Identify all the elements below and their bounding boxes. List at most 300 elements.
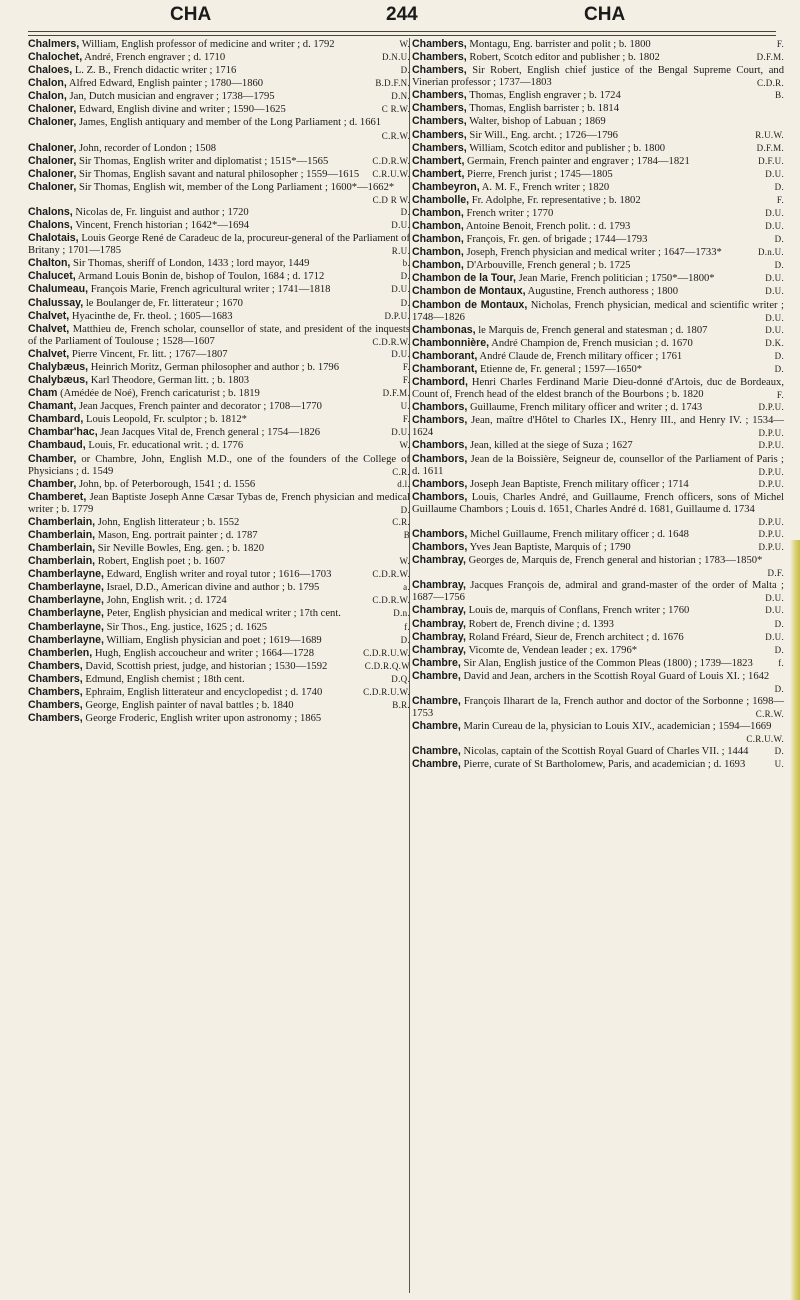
entry-text: Henri Charles Ferdinand Marie Dieu-donné d'Artois, duc de Bordeaux, Count of, French head of the eldest branch of the Bourbons ; b. 1820 bbox=[412, 377, 784, 401]
column-divider bbox=[409, 38, 410, 1293]
entry-name: Chamborant, bbox=[412, 362, 478, 375]
dictionary-entry bbox=[28, 270, 410, 283]
entry-text: Sir Thomas, English wit, member of the Long Parliament ; 1600*—1662* bbox=[78, 181, 395, 193]
dictionary-entry bbox=[412, 155, 784, 168]
source-abbrev: D. bbox=[774, 683, 784, 694]
entry-text: John, recorder of London ; 1508 bbox=[78, 142, 217, 154]
source-abbrev: D.U. bbox=[765, 221, 784, 232]
entry-text: Georges de, Marquis de, French general and historian ; 1783—1850* bbox=[468, 555, 763, 567]
entry-name: Chamant, bbox=[28, 400, 77, 413]
dictionary-entry bbox=[28, 374, 410, 387]
header-rule-bottom bbox=[28, 35, 776, 36]
entry-name: Chalotais, bbox=[28, 232, 79, 245]
dictionary-entry bbox=[28, 323, 410, 348]
entry-text: George Froderic, English writer upon astronomy ; 1865 bbox=[85, 713, 322, 725]
dictionary-entry bbox=[28, 555, 410, 568]
dictionary-entry bbox=[28, 594, 410, 607]
entry-name: Chamberlayne, bbox=[28, 581, 104, 594]
source-abbrev: D.P.U. bbox=[758, 478, 784, 489]
source-abbrev: R.U.W. bbox=[755, 129, 784, 140]
dictionary-entry bbox=[412, 181, 784, 194]
entry-name: Chamberlen, bbox=[28, 646, 93, 659]
entry-text: French writer ; 1770 bbox=[466, 208, 554, 220]
dictionary-entry bbox=[28, 181, 410, 206]
entry-name: Chambors, bbox=[412, 414, 468, 427]
entry-name: Chambers, bbox=[412, 102, 467, 115]
entry-text: François, Fr. gen. of brigade ; 1744—1793 bbox=[466, 234, 648, 246]
dictionary-entry bbox=[28, 257, 410, 270]
entry-text: Edward, English writer and royal tutor ; 1616—1703 bbox=[106, 569, 332, 581]
entry-text: Germain, French painter and engraver ; 1784—1821 bbox=[467, 155, 690, 167]
entry-text: Pierre Vincent, Fr. litt. ; 1767—1807 bbox=[71, 348, 228, 360]
entry-name: Chambeyron, bbox=[412, 180, 480, 193]
source-abbrev: D.Q. bbox=[391, 673, 410, 684]
source-abbrev: D.N.U. bbox=[381, 52, 410, 63]
dictionary-entry bbox=[412, 644, 784, 657]
source-abbrev: D.P.U. bbox=[758, 528, 784, 539]
dictionary-entry bbox=[412, 220, 784, 233]
entry-text: William, Scotch editor and publisher ; b. 1800 bbox=[469, 142, 666, 154]
entry-name: Chalvet, bbox=[28, 309, 70, 322]
entry-name: Chamberet, bbox=[28, 490, 87, 503]
dictionary-entry bbox=[28, 529, 410, 542]
dictionary-entry bbox=[28, 400, 410, 413]
source-abbrev: D.U. bbox=[391, 220, 410, 231]
running-head-right: CHA bbox=[584, 4, 626, 25]
entry-name: Chambers, bbox=[412, 115, 467, 128]
source-abbrev: W. bbox=[399, 556, 410, 567]
entry-name: Chambors, bbox=[412, 439, 468, 452]
source-abbrev: C.D.R.W. bbox=[372, 336, 410, 347]
entry-text: Jean, maître d'Hôtel to Charles IX., Henry III., and Henry IV. ; 1534—1624 bbox=[412, 415, 784, 439]
entry-name: Chambray, bbox=[412, 579, 466, 592]
dictionary-entry bbox=[28, 361, 410, 374]
dictionary-entry bbox=[412, 720, 784, 745]
entry-name: Chambers, bbox=[412, 128, 467, 141]
source-abbrev: D. bbox=[774, 618, 784, 629]
entry-text: Robert, English poet ; b. 1607 bbox=[97, 556, 226, 568]
dictionary-entry bbox=[412, 64, 784, 89]
entry-text: Jean Jacques, French painter and decorator ; 1708—1770 bbox=[78, 401, 322, 413]
source-abbrev: C.D.R.Q.W bbox=[364, 660, 410, 671]
entry-name: Chambaud, bbox=[28, 439, 86, 452]
entry-text: Sir Alan, English justice of the Common Pleas (1800) ; 1739—1823 bbox=[463, 657, 753, 669]
entry-name: Chambord, bbox=[412, 376, 468, 389]
entry-text: Vincent, French historian ; 1642*—1694 bbox=[75, 220, 250, 232]
entry-name: Chambolle, bbox=[412, 193, 470, 206]
dictionary-entry bbox=[412, 272, 784, 285]
source-abbrev: W. bbox=[399, 39, 410, 49]
dictionary-entry bbox=[28, 478, 410, 491]
dictionary-entry bbox=[412, 259, 784, 272]
entry-text: Jean Jacques Vital de, French general ; 1754—1826 bbox=[100, 427, 321, 439]
dictionary-entry bbox=[28, 516, 410, 529]
source-abbrev: D.U. bbox=[765, 168, 784, 179]
entry-name: Chamberlain, bbox=[28, 528, 96, 541]
entry-name: Chambers, bbox=[412, 89, 467, 102]
source-abbrev: C.R.W. bbox=[381, 130, 410, 141]
entry-text: William, English professor of medicine and writer ; d. 1792 bbox=[81, 39, 335, 50]
dictionary-entry bbox=[412, 194, 784, 207]
entry-text: John, English writ. ; d. 1724 bbox=[106, 595, 227, 607]
entry-text: André, French engraver ; d. 1710 bbox=[84, 52, 226, 64]
entry-name: Chaloner, bbox=[28, 154, 77, 167]
source-abbrev: D. bbox=[400, 207, 410, 218]
dictionary-entry bbox=[412, 376, 784, 401]
dictionary-entry bbox=[412, 758, 784, 771]
entry-name: Chamber, bbox=[28, 452, 77, 465]
entry-name: Chamberlain, bbox=[28, 555, 96, 568]
entry-text: Jean de la Boissière, Seigneur de, counsellor of the Parliament of Paris ; d. 1611 bbox=[412, 453, 784, 477]
source-abbrev: D.F. bbox=[767, 568, 784, 579]
entry-name: Chambre, bbox=[412, 656, 461, 669]
entry-name: Chamber, bbox=[28, 477, 77, 490]
entry-name: Chalmers, bbox=[28, 38, 80, 50]
entry-name: Chaloner, bbox=[28, 103, 77, 116]
entry-text: François Marie, French agricultural writer ; 1741—1818 bbox=[90, 284, 331, 296]
entry-text: Guillaume, French military officer and writer ; d. 1743 bbox=[470, 402, 703, 414]
source-abbrev: D.U. bbox=[765, 593, 784, 604]
entry-text: Louis, Charles André, and Guillaume, French officers, sons of Michel Guillaume Chambors ; Louis d. 1651, Charles André d. 1681, Guillaume d. 1734 bbox=[412, 491, 784, 515]
entry-name: Chambors, bbox=[412, 477, 468, 490]
source-abbrev: D. bbox=[400, 297, 410, 308]
source-abbrev: C.D.R.W. bbox=[372, 569, 410, 580]
source-abbrev: D.n. bbox=[393, 608, 410, 619]
entry-text: Heinrich Moritz, German philosopher and author ; b. 1796 bbox=[90, 361, 340, 373]
dictionary-entry bbox=[28, 77, 410, 90]
entry-text: Etienne de, Fr. general ; 1597—1650* bbox=[480, 363, 643, 375]
dictionary-entry bbox=[28, 712, 410, 725]
running-head-left: CHA bbox=[170, 4, 212, 25]
entry-name: Chambon de la Tour, bbox=[412, 272, 516, 285]
entry-name: Chaloner, bbox=[28, 116, 77, 129]
source-abbrev: D.U. bbox=[765, 273, 784, 284]
source-abbrev: D.P.U. bbox=[384, 310, 410, 321]
entry-text: François Ilharart de la, French author and doctor of the Sorbonne ; 1698—1753 bbox=[412, 695, 784, 720]
entry-name: Chambers, bbox=[28, 712, 83, 725]
source-abbrev: B.R. bbox=[392, 699, 410, 710]
entry-text: Edward, English divine and writer ; 1590—1625 bbox=[78, 104, 286, 116]
source-abbrev: a. bbox=[403, 582, 410, 593]
dictionary-entry bbox=[28, 310, 410, 323]
dictionary-entry bbox=[412, 554, 784, 579]
dictionary-entry bbox=[412, 670, 784, 695]
source-abbrev: F. bbox=[776, 194, 784, 205]
entry-name: Chambors, bbox=[412, 452, 468, 465]
dictionary-entry bbox=[412, 541, 784, 554]
dictionary-entry bbox=[28, 426, 410, 439]
source-abbrev: D.F.M. bbox=[756, 52, 784, 63]
entry-name: Chambray, bbox=[412, 604, 466, 617]
dictionary-entry bbox=[28, 64, 410, 77]
dictionary-entry bbox=[28, 647, 410, 660]
source-abbrev: D.F.M. bbox=[756, 142, 784, 153]
entry-text: Jean Baptiste Joseph Anne Cæsar Tybas de, French physician and medical writer ; b. 1779 bbox=[28, 491, 410, 515]
entry-text: Louis de, marquis of Conflans, French writer ; 1760 bbox=[468, 605, 690, 617]
entry-text: Ephraim, English litterateur and encyclopedist ; d. 1740 bbox=[85, 686, 323, 698]
entry-text: Louis Leopold, Fr. sculptor ; b. 1812* bbox=[86, 414, 247, 426]
entry-text: A. M. F., French writer ; 1820 bbox=[481, 181, 610, 193]
source-abbrev: B. bbox=[775, 90, 784, 101]
entry-name: Chambar'hac, bbox=[28, 426, 98, 439]
entry-text: Fr. Adolphe, Fr. representative ; b. 1802 bbox=[471, 194, 641, 206]
dictionary-entry bbox=[28, 568, 410, 581]
dictionary-entry bbox=[412, 89, 784, 102]
dictionary-entry bbox=[412, 618, 784, 631]
dictionary-entry bbox=[412, 129, 784, 142]
entry-name: Chambors, bbox=[412, 490, 468, 503]
dictionary-entry bbox=[412, 528, 784, 541]
source-abbrev: D. bbox=[400, 634, 410, 645]
entry-text: le Marquis de, French general and statesman ; d. 1807 bbox=[478, 324, 708, 336]
entry-name: Chalons, bbox=[28, 219, 73, 232]
entry-name: Chambers, bbox=[28, 685, 83, 698]
entry-name: Chalton, bbox=[28, 257, 71, 270]
entry-name: Chambre, bbox=[412, 720, 461, 733]
entry-text: le Boulanger de, Fr. litterateur ; 1670 bbox=[85, 297, 243, 309]
dictionary-entry bbox=[412, 51, 784, 64]
source-abbrev: D.P.U. bbox=[758, 466, 784, 477]
entry-name: Chalussay, bbox=[28, 296, 84, 309]
entry-text: (Amédée de Noé), French caricaturist ; b. 1819 bbox=[60, 388, 260, 400]
entry-text: George, English painter of naval battles ; b. 1840 bbox=[85, 699, 294, 711]
dictionary-entry bbox=[412, 115, 784, 128]
entry-text: Thomas, English barrister ; b. 1814 bbox=[469, 103, 619, 115]
source-abbrev: D.U. bbox=[765, 605, 784, 616]
entry-text: Louis, Fr. educational writ. ; d. 1776 bbox=[88, 440, 244, 452]
entry-name: Chambon de Montaux, bbox=[412, 298, 528, 311]
entry-text: Sir Thomas, English savant and natural philosopher ; 1559—1615 bbox=[78, 168, 360, 180]
dictionary-entry bbox=[28, 634, 410, 647]
entry-text: Mason, Eng. portrait painter ; d. 1787 bbox=[97, 529, 258, 541]
entry-name: Chambers, bbox=[28, 698, 83, 711]
entry-name: Chamberlayne, bbox=[28, 568, 104, 581]
entry-name: Chambers, bbox=[412, 51, 467, 64]
source-abbrev: C.R. bbox=[392, 516, 410, 527]
entry-text: Matthieu de, French scholar, counsellor of state, and president of the inquests of the Parliament of Toulouse ; 1528—1607 bbox=[28, 323, 410, 347]
entry-name: Chamberlayne, bbox=[28, 633, 104, 646]
dictionary-entry bbox=[412, 745, 784, 758]
entry-text: John, bp. of Peterborough, 1541 ; d. 1556 bbox=[78, 478, 256, 490]
dictionary-entry bbox=[28, 283, 410, 296]
source-abbrev: D. bbox=[400, 65, 410, 76]
dictionary-entry bbox=[412, 142, 784, 155]
dictionary-entry bbox=[28, 686, 410, 699]
entry-text: Nicolas de, Fr. linguist and author ; 1720 bbox=[75, 207, 249, 219]
source-abbrev: D.U. bbox=[765, 631, 784, 642]
dictionary-entry bbox=[28, 387, 410, 400]
entry-text: Robert de, French divine ; d. 1393 bbox=[468, 618, 614, 630]
dictionary-entry bbox=[412, 453, 784, 478]
page-number: 244 bbox=[386, 4, 418, 25]
entry-name: Chalochet, bbox=[28, 51, 83, 64]
entry-text: Sir Will., Eng. archt. ; 1726—1796 bbox=[469, 129, 618, 141]
source-abbrev: D. bbox=[774, 260, 784, 271]
entry-name: Chalumeau, bbox=[28, 283, 89, 296]
entry-name: Chamborant, bbox=[412, 349, 478, 362]
entry-text: Walter, bishop of Labuan ; 1869 bbox=[469, 116, 606, 128]
entry-name: Chambert, bbox=[412, 154, 465, 167]
dictionary-entry bbox=[412, 604, 784, 617]
entry-name: Chambre, bbox=[412, 758, 461, 771]
source-abbrev: D. bbox=[774, 746, 784, 757]
dictionary-entry bbox=[28, 581, 410, 594]
entry-text: Joseph, French physician and medical writer ; 1647—1733* bbox=[466, 247, 722, 259]
entry-name: Chambray, bbox=[412, 554, 466, 567]
source-abbrev: D.F.U. bbox=[758, 155, 784, 166]
dictionary-entry bbox=[28, 621, 410, 634]
dictionary-entry bbox=[28, 607, 410, 620]
entry-name: Chambon, bbox=[412, 207, 464, 220]
source-abbrev: C.R.W. bbox=[755, 709, 784, 720]
dictionary-entry bbox=[28, 439, 410, 452]
entry-text: Jean, killed at the siege of Suza ; 1627 bbox=[470, 440, 633, 452]
dictionary-entry bbox=[28, 348, 410, 361]
dictionary-entry bbox=[412, 324, 784, 337]
source-abbrev: f. bbox=[778, 657, 784, 668]
entry-text: Antoine Benoit, French polit. : d. 1793 bbox=[465, 221, 631, 233]
entry-text: James, English antiquary and member of the Long Parliament ; d. 1661 bbox=[78, 117, 382, 129]
dictionary-entry bbox=[28, 232, 410, 257]
source-abbrev: U. bbox=[774, 759, 784, 770]
entry-name: Chambon, bbox=[412, 220, 464, 233]
entry-name: Chamberlain, bbox=[28, 542, 96, 555]
entry-name: Chalvet, bbox=[28, 347, 70, 360]
source-abbrev: D.U. bbox=[391, 348, 410, 359]
entry-name: Chambre, bbox=[412, 694, 461, 707]
entry-text: Sir Thos., Eng. justice, 1625 ; d. 1625 bbox=[106, 621, 268, 633]
entry-name: Chalon, bbox=[28, 90, 67, 103]
dictionary-entry bbox=[412, 350, 784, 363]
entry-name: Chambonnière, bbox=[412, 336, 490, 349]
dictionary-entry bbox=[28, 103, 410, 116]
entry-text: Thomas, English engraver ; b. 1724 bbox=[469, 90, 621, 102]
source-abbrev: D. bbox=[774, 181, 784, 192]
entry-text: Edmund, English chemist ; 18th cent. bbox=[85, 673, 245, 685]
entry-text: André Claude de, French military officer ; 1761 bbox=[479, 350, 683, 362]
left-column bbox=[28, 38, 410, 725]
entry-text: Sir Thomas, English writer and diplomatist ; 1515*—1565 bbox=[78, 155, 329, 167]
source-abbrev: C.D.R. bbox=[756, 78, 784, 89]
source-abbrev: R.U. bbox=[391, 246, 410, 257]
source-abbrev: C.D.R.W. bbox=[372, 155, 410, 166]
entry-text: Jean Marie, French politician ; 1750*—1800* bbox=[518, 273, 715, 285]
source-abbrev: C.R. bbox=[392, 466, 410, 477]
dictionary-entry bbox=[412, 168, 784, 181]
dictionary-entry bbox=[28, 168, 410, 181]
entry-text: Roland Fréard, Sieur de, French architect ; d. 1676 bbox=[468, 631, 684, 643]
dictionary-entry bbox=[28, 90, 410, 103]
dictionary-entry bbox=[28, 38, 410, 51]
entry-text: David, Scottish priest, judge, and historian ; 1530—1592 bbox=[85, 660, 328, 672]
entry-name: Cham bbox=[28, 387, 58, 400]
entry-name: Chambors, bbox=[412, 401, 468, 414]
dictionary-entry bbox=[412, 695, 784, 720]
dictionary-entry bbox=[412, 246, 784, 259]
source-abbrev: F. bbox=[776, 39, 784, 49]
right-column bbox=[412, 38, 784, 771]
source-abbrev: C.D R W. bbox=[372, 194, 410, 205]
dictionary-entry bbox=[28, 297, 410, 310]
entry-text: L. Z. B., French didactic writer ; 1716 bbox=[74, 65, 237, 77]
source-abbrev: D.n.U. bbox=[757, 247, 784, 258]
source-abbrev: F. bbox=[776, 390, 784, 401]
source-abbrev: C.D.R.U.W. bbox=[363, 686, 410, 697]
entry-text: David and Jean, archers in the Scottish Royal Guard of Louis XI. ; 1642 bbox=[463, 670, 770, 682]
entry-text: Michel Guillaume, French military officer ; d. 1648 bbox=[470, 528, 689, 540]
source-abbrev: F. bbox=[402, 361, 410, 372]
entry-text: Yves Jean Baptiste, Marquis of ; 1790 bbox=[469, 542, 631, 554]
source-abbrev: D. bbox=[400, 504, 410, 515]
dictionary-entry bbox=[28, 219, 410, 232]
entry-text: Peter, English physician and medical writer ; 17th cent. bbox=[106, 608, 341, 620]
page-header bbox=[28, 0, 772, 30]
source-abbrev: b. bbox=[402, 258, 410, 269]
source-abbrev: D.U. bbox=[391, 427, 410, 438]
entry-name: Chamberlayne, bbox=[28, 620, 104, 633]
entry-text: Karl Theodore, German litt. ; b. 1803 bbox=[90, 375, 250, 387]
dictionary-entry bbox=[28, 542, 410, 555]
source-abbrev: f. bbox=[404, 621, 410, 632]
entry-text: D'Arbouville, French general ; b. 1725 bbox=[466, 260, 631, 272]
source-abbrev: D.F.M. bbox=[382, 388, 410, 399]
source-abbrev: D.U. bbox=[765, 312, 784, 323]
source-abbrev: D.P.U. bbox=[758, 402, 784, 413]
source-abbrev: D.U. bbox=[765, 286, 784, 297]
page-edge bbox=[790, 540, 800, 1300]
entry-name: Chaloes, bbox=[28, 64, 73, 77]
dictionary-entry bbox=[28, 699, 410, 712]
dictionary-entry bbox=[412, 439, 784, 452]
entry-text: Hugh, English accoucheur and writer ; 1664—1728 bbox=[94, 647, 315, 659]
entry-name: Chalon, bbox=[28, 77, 67, 90]
dictionary-entry bbox=[412, 579, 784, 604]
entry-text: André Champion de, French musician ; d. 1670 bbox=[491, 337, 693, 349]
source-abbrev: C R.W. bbox=[381, 104, 410, 115]
dictionary-entry bbox=[412, 285, 784, 298]
source-abbrev: D.P.U. bbox=[758, 440, 784, 451]
source-abbrev: D.N. bbox=[391, 91, 410, 102]
entry-text: Nicholas, French physician, medical and scientific writer ; 1748—1826 bbox=[412, 299, 784, 323]
entry-name: Chambers, bbox=[28, 659, 83, 672]
entry-name: Chambre, bbox=[412, 745, 461, 758]
entry-name: Chalybæus, bbox=[28, 360, 89, 373]
entry-name: Chalons, bbox=[28, 206, 73, 219]
entry-name: Chambors, bbox=[412, 541, 468, 554]
entry-text: Montagu, Eng. barrister and polit ; b. 1800 bbox=[469, 39, 651, 50]
dictionary-entry bbox=[412, 102, 784, 115]
entry-name: Chaloner, bbox=[28, 167, 77, 180]
entry-text: Sir Robert, English chief justice of the Bengal Supreme Court, and Vinerian professor ; 1737—1803 bbox=[412, 65, 785, 89]
entry-text: or Chambre, John, English M.D., one of the founders of the College of Physicians ; d. 1549 bbox=[28, 453, 410, 477]
source-abbrev: C.R.U.W. bbox=[372, 168, 410, 179]
entry-text: William, English physician and poet ; 1619—1689 bbox=[106, 634, 322, 646]
source-abbrev: d.l. bbox=[397, 478, 410, 489]
source-abbrev: D. bbox=[774, 234, 784, 245]
dictionary-entry bbox=[28, 51, 410, 64]
dictionary-entry bbox=[28, 142, 410, 155]
dictionary-entry bbox=[412, 478, 784, 491]
source-abbrev: D.U. bbox=[765, 208, 784, 219]
entry-text: Jan, Dutch musician and engraver ; 1738—1795 bbox=[69, 91, 275, 103]
entry-name: Chambray, bbox=[412, 617, 466, 630]
source-abbrev: D.P.U. bbox=[758, 428, 784, 439]
entry-text: Louis George René de Caradeuc de la, procureur-general of the Parliament of Britany ; 1701—1785 bbox=[28, 233, 410, 257]
entry-name: Chamberlain, bbox=[28, 515, 96, 528]
dictionary-entry bbox=[412, 414, 784, 439]
entry-name: Chambray, bbox=[412, 630, 466, 643]
entry-text: Sir Thomas, sheriff of London, 1433 ; lord mayor, 1449 bbox=[73, 258, 310, 270]
